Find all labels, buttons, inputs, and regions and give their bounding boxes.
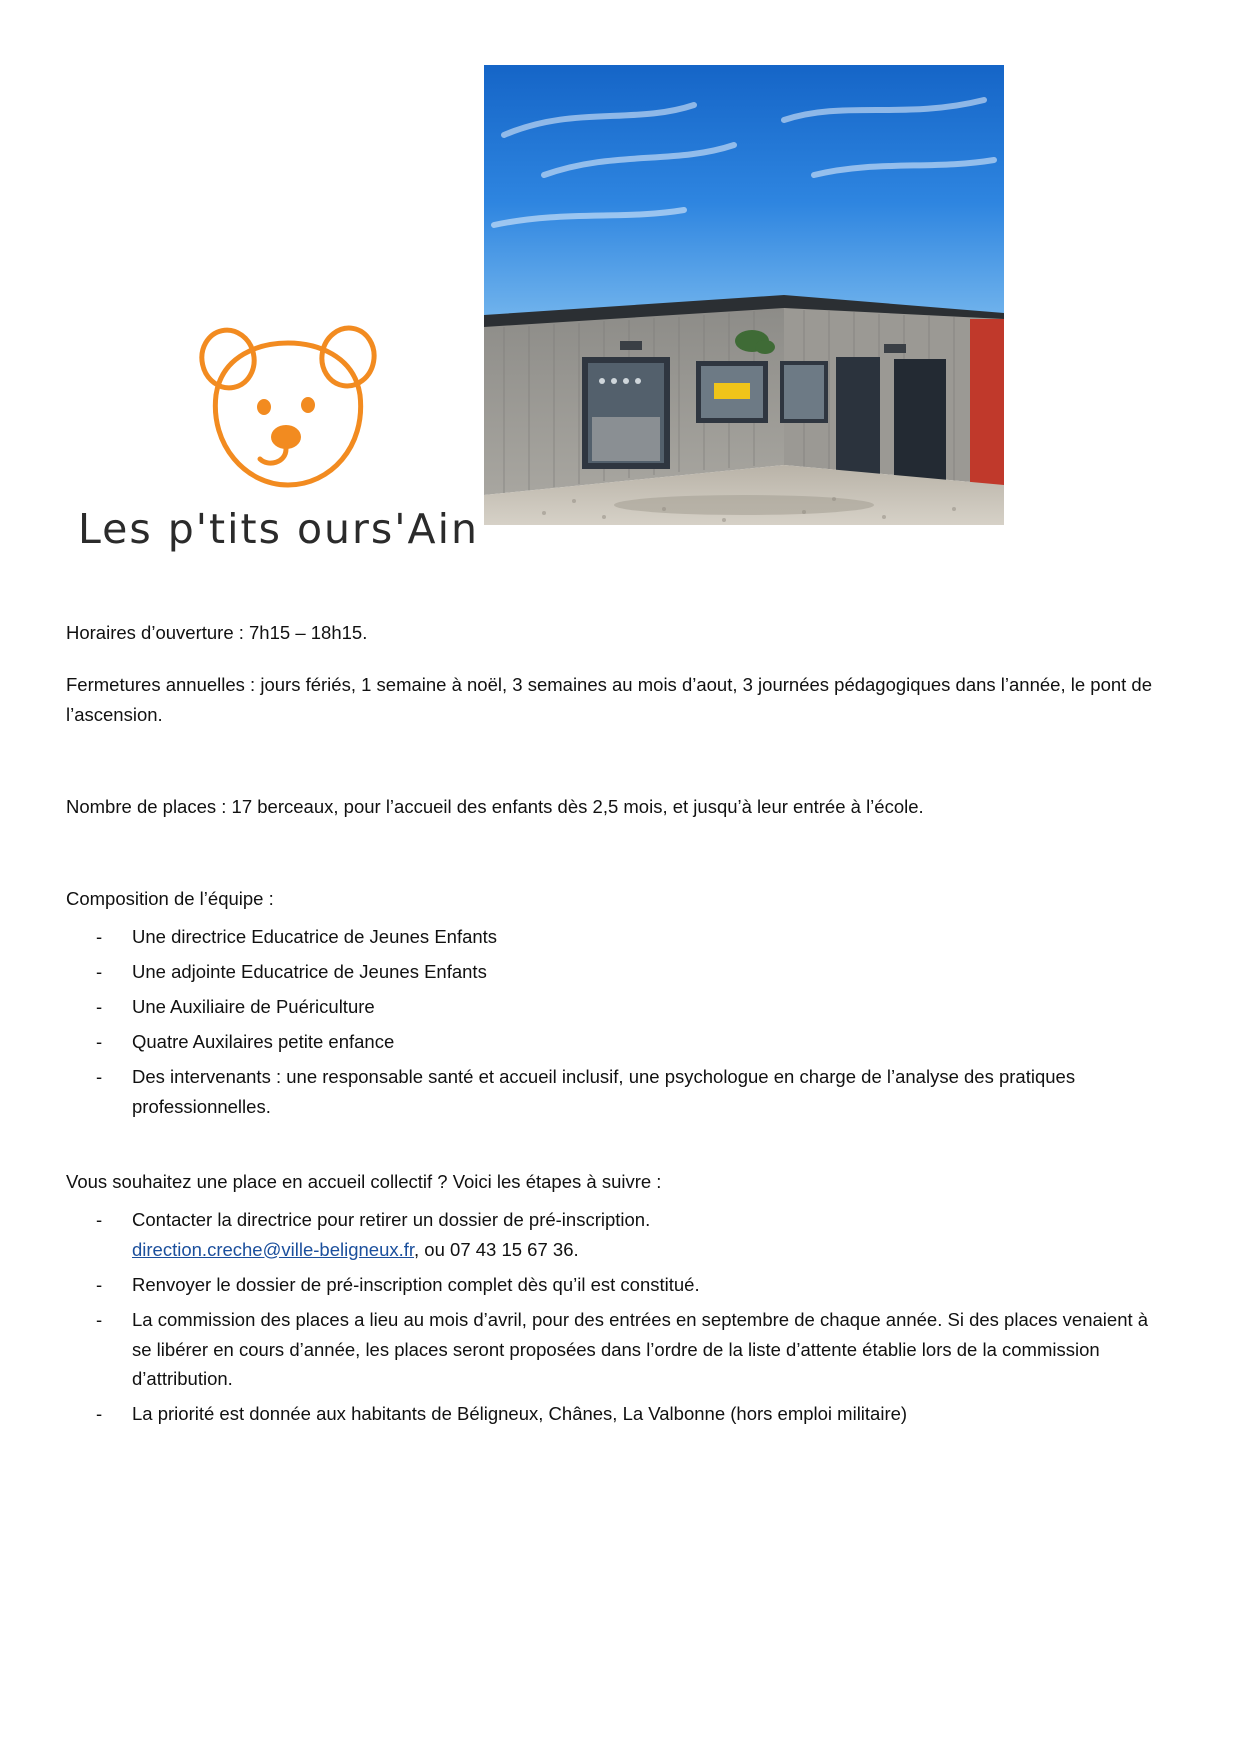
list-item-label: Des intervenants : une responsable santé et accueil inclusif, une psychologue en charge de l’analyse des pratiques professionnelles. [132, 1065, 1076, 1117]
list-item [66, 992, 1172, 1022]
steps-title: Vous souhaitez une place en accueil collectif ? Voici les étapes à suivre : [66, 1170, 662, 1192]
dash-bullet: - [96, 960, 103, 982]
logo-wordmark: Les p'tits ours'Ain [78, 505, 479, 553]
dash-bullet: - [96, 1065, 103, 1087]
team-list [66, 922, 1172, 1122]
hours-paragraph: Horaires d’ouverture : 7h15 – 18h15. [66, 622, 368, 643]
dash-bullet: - [96, 1208, 103, 1230]
spacer [66, 844, 1172, 884]
dash-bullet: - [96, 925, 103, 947]
bear-face-icon [198, 325, 398, 510]
director-email-link[interactable]: direction.creche@ville-beligneux.fr [132, 1238, 415, 1260]
list-item-label: Quatre Auxilaires petite enfance [132, 1030, 395, 1052]
list-item [66, 1270, 1172, 1300]
list-item-label: Une Auxiliaire de Puériculture [132, 995, 375, 1017]
list-item [66, 1062, 1172, 1122]
document-body [66, 618, 1172, 1434]
step-text: La priorité est donnée aux habitants de Béligneux, Chânes, La Valbonne (hors emploi militaire) [132, 1403, 908, 1425]
creche-building-photo [484, 65, 1004, 525]
spacer [66, 1127, 1172, 1167]
dash-bullet: - [96, 1308, 103, 1330]
list-item [66, 922, 1172, 952]
list-item [66, 957, 1172, 987]
list-item-label: Une directrice Educatrice de Jeunes Enfants [132, 925, 498, 947]
list-item [66, 1205, 1172, 1265]
dash-bullet: - [96, 1403, 103, 1425]
document-header [0, 0, 1240, 600]
closures-paragraph: Fermetures annuelles : jours fériés, 1 semaine à noël, 3 semaines au mois d’aout, 3 journées pédagogiques dans l’année, le pont de l’ascension. [66, 673, 1153, 725]
list-item [66, 1399, 1172, 1429]
team-title: Composition de l’équipe : [66, 887, 274, 909]
list-item-label: Une adjointe Educatrice de Jeunes Enfants [132, 960, 487, 982]
step-phone-text: , ou 07 43 15 67 36. [414, 1238, 579, 1260]
dash-bullet: - [96, 1030, 103, 1052]
spacer [66, 752, 1172, 792]
dash-bullet: - [96, 995, 103, 1017]
step-text [132, 1209, 650, 1260]
step-text: Renvoyer le dossier de pré-inscription complet dès qu’il est constitué. [132, 1273, 700, 1295]
places-paragraph: Nombre de places : 17 berceaux, pour l’accueil des enfants dès 2,5 mois, et jusqu’à leur entrée à l’école. [66, 795, 924, 817]
steps-list [66, 1205, 1172, 1430]
list-item [66, 1305, 1172, 1395]
step-contact-text: Contacter la directrice pour retirer un dossier de pré-inscription. [132, 1208, 651, 1230]
step-text: La commission des places a lieu au mois d’avril, pour des entrées en septembre de chaque année. Si des places venaient à se libérer en cours d’année, les places seront proposées dans l’ordre de la liste d’attente établie lors de la commission d’attribution. [132, 1308, 1149, 1390]
dash-bullet: - [96, 1273, 103, 1295]
list-item [66, 1027, 1172, 1057]
